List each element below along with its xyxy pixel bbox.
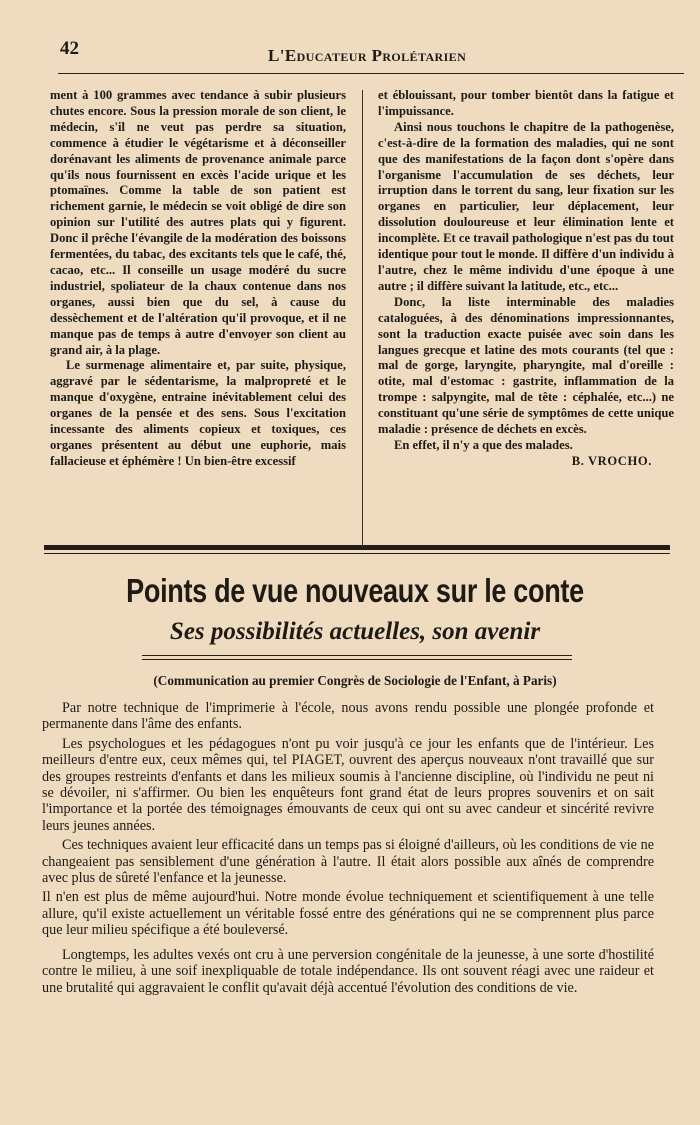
column-divider — [362, 90, 363, 545]
article-body — [42, 700, 654, 999]
journal-title: L'Educateur Prolétarien — [268, 46, 467, 65]
left-paragraph: ment à 100 grammes avec tendance à subir plusieurs chutes encore. Sous la pression morale de son client, le médecin, s'il ne veut pas perdre sa situation, commence à étudier le végétarisme et à déconseiller dorénavant les aliments de provenance animale parce qu'ils nous fournissent en excès l'acide urique et les ptomaïnes. Comme la table de son patient est richement garnie, le médecin se voit obligé de dire son opinion sur l'utilité des autres plats qui y figurent. Donc il prêche l'évangile de la modération des boissons fermentées, du tabac, des excitants tels que le café, thé, cacao, etc... Il conseille un usage modéré du sucre industriel, spoliateur de la chaux contenue dans nos organes, aussi bien que du sel, à cause du dessèchement et de l'altération qu'il provoque, et il ne manque pas de temps à autre d'envoyer son client au grand air, à la plage. — [50, 88, 346, 357]
page-number: 42 — [60, 38, 79, 59]
subtitle-rule — [142, 655, 572, 656]
left-column — [50, 88, 346, 470]
article-paragraph: Il n'en est plus de même aujourd'hui. Notre monde évolue techniquement et scientifiquement à une telle allure, qu'il existe actuellement un véritable fossé entre des générations qui ne se comprennent plus parce que leur milieu spécifique a été bouleversé. — [42, 889, 654, 939]
subtitle-rule — [142, 659, 572, 660]
right-column — [378, 88, 674, 470]
article-paragraph: Longtemps, les adultes vexés ont cru à une perversion congénitale de la jeunesse, à une sorte d'hostilité contre le milieu, à une soif inexpliquable de totale indépendance. Ils ont souvent réagi avec une raideur et une brutalité qui aggravaient le conflit qu'avait déjà accentué l'évolution des conditions de vie. — [42, 946, 654, 996]
right-paragraph: et éblouissant, pour tomber bientôt dans la fatigue et l'impuissance. — [378, 88, 674, 118]
left-paragraph: Le surmenage alimentaire et, par suite, physique, aggravé par le sédentarisme, la malpropreté et le manque d'oxygène, entraine inévitablement celui des organes de la pensée et des sens. Sous l'excitation incessante des aliments copieux et toxiques, ces organes présentent au début une euphorie, mais fallacieuse et éphémère ! Un bien-être excessif — [50, 358, 346, 468]
section-rule-thin — [44, 553, 670, 554]
header-rule — [58, 73, 684, 74]
section-rule-thick — [44, 545, 670, 550]
article-paragraph: Par notre technique de l'imprimerie à l'école, nous avons rendu possible une plongée profonde et permanente dans l'âme des enfants. — [42, 700, 654, 733]
author-signature: B. VROCHO. — [571, 453, 652, 468]
article-subtitle: Ses possibilités actuelles, son avenir — [169, 618, 541, 645]
right-paragraph: Ainsi nous touchons le chapitre de la pathogenèse, c'est-à-dire de la formation des maladies, qui ne sont que des manifestations de la façon dont s'opère dans l'organisme l'accumulation de ses déchets, leur irruption dans le torrent du sang, leur fixation sur les organes en particulier, leur déplacement, leur dissolution douloureuse et leur élimination lente et incomplète. Et ce travail pathologique n'est pas du tout identique pour tout le monde. Il diffère d'un individu à l'autre, chez le même individu d'une époque à une autre ; il diffère suivant la latitude, etc., etc... — [378, 119, 674, 293]
article-paragraph: Ces techniques avaient leur efficacité dans un temps pas si éloigné d'ailleurs, où les conditions de vie ne changeaient pas sensiblement d'une génération à l'autre. Il était alors possible aux aînés de comprendre avec plus de sûreté l'enfance et la jeunesse. — [42, 837, 654, 887]
right-paragraph: Donc, la liste interminable des maladies cataloguées, à des dénominations impressionnantes, sont la traduction exacte puisée avec soin dans les langues grecque et latine des mots courants (tel que : mal de gorge, laryngite, pharyngite, mal d'oreille : otite, mal d'estomac : gastrite, inflammation de la trompe : salpyngite, mal de tête : céphalée, etc...) ne constituant qu'une série de symptômes de cette unique maladie : présence de déchets en excès. — [378, 294, 674, 437]
article-title: Points de vue nouveaux sur le conte — [126, 572, 584, 609]
right-paragraph: En effet, il n'y a que des malades. — [394, 437, 573, 452]
article-paragraph: Les psychologues et les pédagogues n'ont pu voir jusqu'à ce jour les enfants que de l'intérieur. Les meilleurs d'entre eux, ceux mêmes qui, tel PIAGET, ouvrent des aperçus nouveaux n'ont travaillé que sur des groupes restreints d'enfants et dans les milieux soumis à l'ancienne discipline, où l'individu ne peut ni se dévoiler, ni s'affirmer. Ou bien les enquêteurs font grand état de leurs propres souvenirs et on sait l'importance et la portée des témoignages émouvants de ceux qui ont su avec candeur et sincérité revivre leurs jeunes années. — [42, 735, 654, 834]
communication-note: (Communication au premier Congrès de Sociologie de l'Enfant, à Paris) — [153, 673, 557, 688]
